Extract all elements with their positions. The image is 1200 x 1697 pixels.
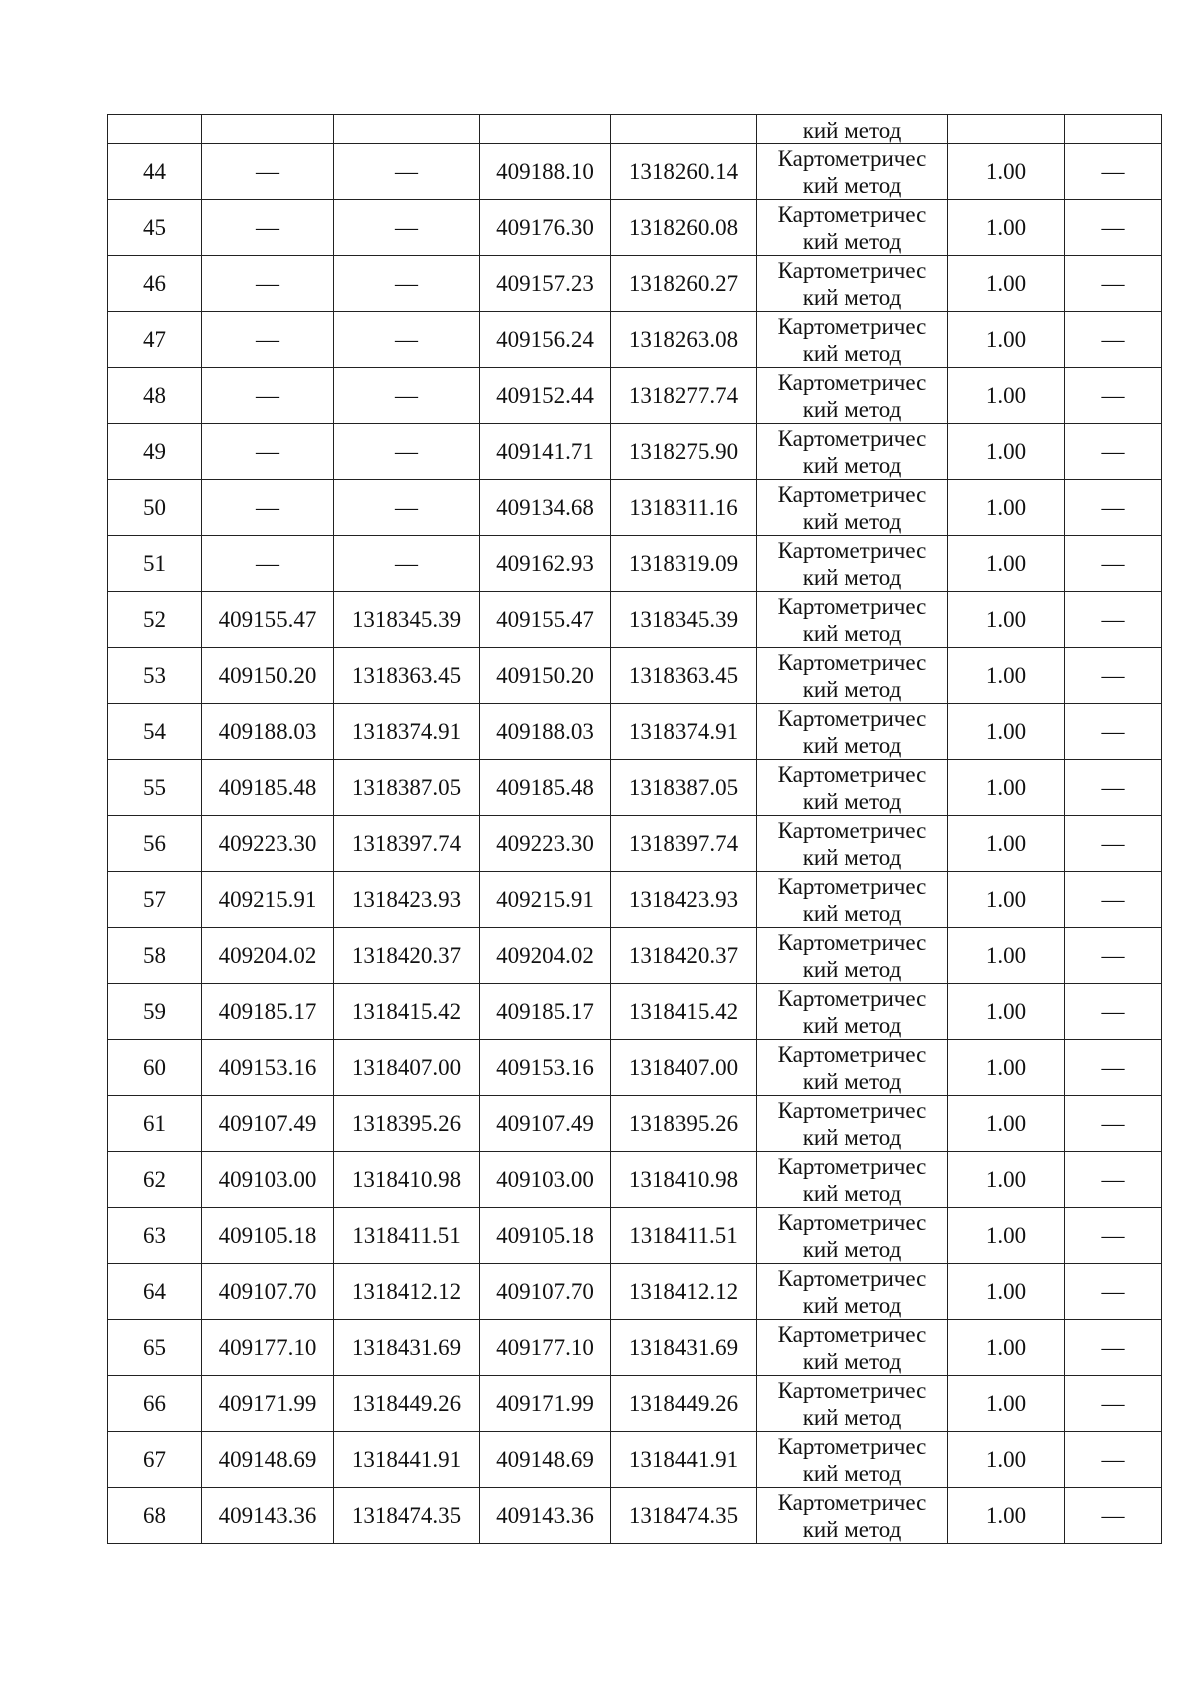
cell-y-old: 1318423.93	[334, 872, 480, 928]
cell-y-old: 1318474.35	[334, 1488, 480, 1544]
method-line-1: Картометричес	[777, 1433, 927, 1459]
method-line-2: кий метод	[802, 676, 902, 702]
method-line-2: кий метод	[802, 452, 902, 478]
cell-x-old: 409107.70	[202, 1264, 334, 1320]
cell-accuracy: 1.00	[948, 816, 1065, 872]
cell-description: —	[1065, 144, 1162, 200]
method-line-2: кий метод	[802, 1460, 902, 1486]
cell-x-new: 409150.20	[480, 648, 611, 704]
cell-x-new: 409148.69	[480, 1432, 611, 1488]
cell-number: 57	[108, 872, 202, 928]
method-line-1: Картометричес	[777, 705, 927, 731]
cell-description: —	[1065, 1152, 1162, 1208]
cell-x-old: 409103.00	[202, 1152, 334, 1208]
table-row	[108, 1320, 1162, 1376]
cell-number: 65	[108, 1320, 202, 1376]
cell-method	[757, 984, 948, 1040]
cell-number: 59	[108, 984, 202, 1040]
cell-description: —	[1065, 1208, 1162, 1264]
cell-description: —	[1065, 1376, 1162, 1432]
cell-y-old: 1318412.12	[334, 1264, 480, 1320]
table-row	[108, 1040, 1162, 1096]
cell-description: —	[1065, 536, 1162, 592]
cell-x-new: 409215.91	[480, 872, 611, 928]
cell-x-old: 409153.16	[202, 1040, 334, 1096]
cell-description: —	[1065, 1264, 1162, 1320]
cell-y-old: 1318387.05	[334, 760, 480, 816]
cell-y-new: 1318345.39	[611, 592, 757, 648]
cell-method	[757, 115, 948, 144]
table-row	[108, 704, 1162, 760]
table-row	[108, 144, 1162, 200]
method-line-1: Картометричес	[777, 1377, 927, 1403]
cell-number: 50	[108, 480, 202, 536]
cell-number: 47	[108, 312, 202, 368]
cell-x-old: —	[202, 144, 334, 200]
cell-number: 67	[108, 1432, 202, 1488]
cell-description	[1065, 115, 1162, 144]
method-line-1: Картометричес	[777, 985, 927, 1011]
cell-x-old: 409177.10	[202, 1320, 334, 1376]
cell-y-old: —	[334, 312, 480, 368]
method-line-1: Картометричес	[777, 817, 927, 843]
cell-x-old: 409185.48	[202, 760, 334, 816]
method-line-1: Картометричес	[777, 1041, 927, 1067]
cell-accuracy: 1.00	[948, 1208, 1065, 1264]
cell-description: —	[1065, 816, 1162, 872]
cell-x-new: 409152.44	[480, 368, 611, 424]
cell-number: 66	[108, 1376, 202, 1432]
cell-method	[757, 816, 948, 872]
cell-y-old: 1318441.91	[334, 1432, 480, 1488]
cell-y-new: 1318277.74	[611, 368, 757, 424]
cell-description: —	[1065, 256, 1162, 312]
method-line-1: Картометричес	[777, 1489, 927, 1515]
cell-accuracy: 1.00	[948, 1488, 1065, 1544]
cell-x-new: 409171.99	[480, 1376, 611, 1432]
cell-x-old: 409105.18	[202, 1208, 334, 1264]
cell-description: —	[1065, 928, 1162, 984]
method-line-2: кий метод	[802, 284, 902, 310]
cell-method	[757, 368, 948, 424]
cell-number: 64	[108, 1264, 202, 1320]
cell-y-old: 1318449.26	[334, 1376, 480, 1432]
cell-method	[757, 312, 948, 368]
cell-x-old: —	[202, 424, 334, 480]
cell-x-old: 409171.99	[202, 1376, 334, 1432]
table-row	[108, 312, 1162, 368]
method-line-2: кий метод	[802, 1348, 902, 1374]
cell-y-old: —	[334, 200, 480, 256]
cell-y-new: 1318449.26	[611, 1376, 757, 1432]
method-line-1: Картометричес	[777, 1153, 927, 1179]
cell-description: —	[1065, 648, 1162, 704]
cell-x-new: 409141.71	[480, 424, 611, 480]
cell-y-new: 1318474.35	[611, 1488, 757, 1544]
cell-y-new: 1318410.98	[611, 1152, 757, 1208]
cell-y-new	[611, 115, 757, 144]
cell-y-new: 1318395.26	[611, 1096, 757, 1152]
cell-y-new: 1318311.16	[611, 480, 757, 536]
cell-y-old: 1318431.69	[334, 1320, 480, 1376]
cell-description: —	[1065, 480, 1162, 536]
cell-y-new: 1318420.37	[611, 928, 757, 984]
cell-accuracy: 1.00	[948, 928, 1065, 984]
cell-method	[757, 1264, 948, 1320]
cell-y-old	[334, 115, 480, 144]
cell-x-old: —	[202, 536, 334, 592]
cell-x-new	[480, 115, 611, 144]
cell-y-new: 1318412.12	[611, 1264, 757, 1320]
cell-y-new: 1318319.09	[611, 536, 757, 592]
method-line-2: кий метод	[802, 1404, 902, 1430]
cell-y-new: 1318397.74	[611, 816, 757, 872]
cell-x-new: 409153.16	[480, 1040, 611, 1096]
table-row	[108, 872, 1162, 928]
cell-x-old: 409188.03	[202, 704, 334, 760]
method-line-1: Картометричес	[777, 369, 927, 395]
cell-accuracy: 1.00	[948, 1264, 1065, 1320]
cell-x-new: 409185.48	[480, 760, 611, 816]
method-continuation-text: кий метод	[802, 118, 902, 143]
cell-method	[757, 536, 948, 592]
method-line-1: Картометричес	[777, 481, 927, 507]
cell-method	[757, 1376, 948, 1432]
cell-method	[757, 648, 948, 704]
cell-accuracy: 1.00	[948, 536, 1065, 592]
cell-y-old: —	[334, 536, 480, 592]
cell-y-old: —	[334, 256, 480, 312]
cell-x-new: 409188.03	[480, 704, 611, 760]
cell-x-new: 409156.24	[480, 312, 611, 368]
table-row	[108, 424, 1162, 480]
cell-method	[757, 1208, 948, 1264]
cell-x-old: 409223.30	[202, 816, 334, 872]
cell-method	[757, 704, 948, 760]
cell-description: —	[1065, 424, 1162, 480]
method-line-1: Картометричес	[777, 1321, 927, 1347]
cell-number: 63	[108, 1208, 202, 1264]
cell-y-new: 1318411.51	[611, 1208, 757, 1264]
method-line-2: кий метод	[802, 228, 902, 254]
cell-number	[108, 115, 202, 144]
cell-x-new: 409176.30	[480, 200, 611, 256]
cell-description: —	[1065, 1488, 1162, 1544]
cell-y-new: 1318374.91	[611, 704, 757, 760]
cell-x-new: 409185.17	[480, 984, 611, 1040]
method-line-2: кий метод	[802, 1124, 902, 1150]
cell-method	[757, 144, 948, 200]
method-line-1: Картометричес	[777, 313, 927, 339]
table-body	[108, 115, 1162, 1544]
method-line-2: кий метод	[802, 1180, 902, 1206]
cell-description: —	[1065, 984, 1162, 1040]
cell-y-new: 1318441.91	[611, 1432, 757, 1488]
cell-x-new: 409162.93	[480, 536, 611, 592]
method-line-1: Картометричес	[777, 649, 927, 675]
cell-accuracy: 1.00	[948, 1376, 1065, 1432]
table-row	[108, 984, 1162, 1040]
cell-description: —	[1065, 1432, 1162, 1488]
cell-y-old: 1318410.98	[334, 1152, 480, 1208]
cell-method	[757, 592, 948, 648]
cell-x-old: 409150.20	[202, 648, 334, 704]
method-line-1: Картометричес	[777, 593, 927, 619]
cell-y-old: 1318420.37	[334, 928, 480, 984]
cell-accuracy: 1.00	[948, 368, 1065, 424]
table-row	[108, 592, 1162, 648]
cell-accuracy: 1.00	[948, 1320, 1065, 1376]
cell-y-old: —	[334, 424, 480, 480]
cell-x-old: 409143.36	[202, 1488, 334, 1544]
cell-x-old: —	[202, 312, 334, 368]
method-line-1: Картометричес	[777, 537, 927, 563]
cell-description: —	[1065, 368, 1162, 424]
cell-x-new: 409204.02	[480, 928, 611, 984]
table-row	[108, 760, 1162, 816]
cell-x-old: —	[202, 200, 334, 256]
cell-y-new: 1318263.08	[611, 312, 757, 368]
cell-x-old: 409204.02	[202, 928, 334, 984]
cell-x-old: 409185.17	[202, 984, 334, 1040]
cell-y-new: 1318407.00	[611, 1040, 757, 1096]
method-line-2: кий метод	[802, 508, 902, 534]
cell-y-old: 1318363.45	[334, 648, 480, 704]
cell-accuracy: 1.00	[948, 144, 1065, 200]
cell-method	[757, 928, 948, 984]
cell-description: —	[1065, 592, 1162, 648]
cell-number: 68	[108, 1488, 202, 1544]
method-line-1: Картометричес	[777, 1209, 927, 1235]
cell-description: —	[1065, 312, 1162, 368]
table-row	[108, 200, 1162, 256]
cell-number: 62	[108, 1152, 202, 1208]
table-row	[108, 1096, 1162, 1152]
method-line-2: кий метод	[802, 788, 902, 814]
cell-x-old: —	[202, 368, 334, 424]
cell-x-new: 409155.47	[480, 592, 611, 648]
method-line-2: кий метод	[802, 900, 902, 926]
method-line-2: кий метод	[802, 732, 902, 758]
table-row	[108, 928, 1162, 984]
method-line-2: кий метод	[802, 396, 902, 422]
cell-x-old: —	[202, 256, 334, 312]
cell-x-old: 409215.91	[202, 872, 334, 928]
cell-x-new: 409188.10	[480, 144, 611, 200]
method-line-2: кий метод	[802, 1012, 902, 1038]
cell-x-old: 409155.47	[202, 592, 334, 648]
cell-number: 51	[108, 536, 202, 592]
method-line-2: кий метод	[802, 1516, 902, 1542]
cell-method	[757, 1152, 948, 1208]
cell-method	[757, 1432, 948, 1488]
cell-number: 54	[108, 704, 202, 760]
cell-method	[757, 1488, 948, 1544]
method-line-2: кий метод	[802, 1236, 902, 1262]
method-line-2: кий метод	[802, 1068, 902, 1094]
method-line-2: кий метод	[802, 956, 902, 982]
cell-description: —	[1065, 704, 1162, 760]
cell-accuracy: 1.00	[948, 480, 1065, 536]
method-line-2: кий метод	[802, 620, 902, 646]
cell-y-old: 1318374.91	[334, 704, 480, 760]
cell-y-new: 1318275.90	[611, 424, 757, 480]
cell-y-old: 1318415.42	[334, 984, 480, 1040]
cell-accuracy: 1.00	[948, 256, 1065, 312]
table-row	[108, 1208, 1162, 1264]
cell-accuracy: 1.00	[948, 1040, 1065, 1096]
cell-x-old	[202, 115, 334, 144]
cell-x-new: 409143.36	[480, 1488, 611, 1544]
cell-number: 46	[108, 256, 202, 312]
cell-y-old: 1318345.39	[334, 592, 480, 648]
cell-accuracy: 1.00	[948, 1432, 1065, 1488]
cell-description: —	[1065, 1320, 1162, 1376]
cell-accuracy: 1.00	[948, 704, 1065, 760]
table-row	[108, 368, 1162, 424]
cell-description: —	[1065, 872, 1162, 928]
cell-accuracy: 1.00	[948, 200, 1065, 256]
cell-accuracy: 1.00	[948, 592, 1065, 648]
cell-accuracy: 1.00	[948, 1096, 1065, 1152]
cell-description: —	[1065, 1040, 1162, 1096]
method-line-2: кий метод	[802, 172, 902, 198]
method-line-1: Картометричес	[777, 425, 927, 451]
cell-number: 53	[108, 648, 202, 704]
cell-method	[757, 1040, 948, 1096]
cell-method	[757, 200, 948, 256]
cell-y-new: 1318363.45	[611, 648, 757, 704]
cell-accuracy: 1.00	[948, 648, 1065, 704]
cell-y-new: 1318387.05	[611, 760, 757, 816]
cell-y-old: —	[334, 368, 480, 424]
cell-x-old: —	[202, 480, 334, 536]
cell-accuracy: 1.00	[948, 1152, 1065, 1208]
table-row	[108, 1432, 1162, 1488]
cell-number: 48	[108, 368, 202, 424]
cell-method	[757, 1096, 948, 1152]
cell-method	[757, 1320, 948, 1376]
cell-y-old: 1318411.51	[334, 1208, 480, 1264]
cell-x-new: 409134.68	[480, 480, 611, 536]
cell-number: 45	[108, 200, 202, 256]
cell-number: 61	[108, 1096, 202, 1152]
cell-number: 58	[108, 928, 202, 984]
cell-description: —	[1065, 1096, 1162, 1152]
method-line-2: кий метод	[802, 340, 902, 366]
cell-description: —	[1065, 200, 1162, 256]
cell-y-new: 1318260.14	[611, 144, 757, 200]
table-row	[108, 1152, 1162, 1208]
cell-y-old: —	[334, 144, 480, 200]
cell-number: 60	[108, 1040, 202, 1096]
cell-x-new: 409223.30	[480, 816, 611, 872]
cell-y-old: —	[334, 480, 480, 536]
cell-y-new: 1318260.27	[611, 256, 757, 312]
cell-method	[757, 424, 948, 480]
table-row	[108, 648, 1162, 704]
table-row	[108, 536, 1162, 592]
cell-x-old: 409107.49	[202, 1096, 334, 1152]
method-line-1: Картометричес	[777, 1097, 927, 1123]
cell-y-new: 1318431.69	[611, 1320, 757, 1376]
table-row	[108, 1488, 1162, 1544]
cell-number: 49	[108, 424, 202, 480]
cell-x-new: 409177.10	[480, 1320, 611, 1376]
cell-accuracy: 1.00	[948, 984, 1065, 1040]
method-line-2: кий метод	[802, 844, 902, 870]
cell-method	[757, 480, 948, 536]
cell-accuracy: 1.00	[948, 424, 1065, 480]
method-line-1: Картометричес	[777, 873, 927, 899]
cell-x-new: 409103.00	[480, 1152, 611, 1208]
method-line-2: кий метод	[802, 1292, 902, 1318]
cell-accuracy: 1.00	[948, 312, 1065, 368]
method-line-1: Картометричес	[777, 929, 927, 955]
cell-accuracy	[948, 115, 1065, 144]
cell-y-new: 1318423.93	[611, 872, 757, 928]
cell-y-new: 1318260.08	[611, 200, 757, 256]
method-line-1: Картометричес	[777, 145, 927, 171]
table-row	[108, 1376, 1162, 1432]
cell-x-old: 409148.69	[202, 1432, 334, 1488]
cell-method	[757, 256, 948, 312]
coordinates-table	[107, 114, 1162, 1544]
cell-description: —	[1065, 760, 1162, 816]
cell-y-old: 1318395.26	[334, 1096, 480, 1152]
cell-y-old: 1318397.74	[334, 816, 480, 872]
cell-x-new: 409157.23	[480, 256, 611, 312]
table-row	[108, 816, 1162, 872]
cell-accuracy: 1.00	[948, 872, 1065, 928]
cell-number: 52	[108, 592, 202, 648]
cell-x-new: 409107.49	[480, 1096, 611, 1152]
method-line-2: кий метод	[802, 564, 902, 590]
cell-number: 44	[108, 144, 202, 200]
method-line-1: Картометричес	[777, 201, 927, 227]
cell-method	[757, 760, 948, 816]
table-row	[108, 1264, 1162, 1320]
cell-accuracy: 1.00	[948, 760, 1065, 816]
cell-y-old: 1318407.00	[334, 1040, 480, 1096]
cell-number: 55	[108, 760, 202, 816]
method-line-1: Картометричес	[777, 257, 927, 283]
table-row	[108, 480, 1162, 536]
cell-number: 56	[108, 816, 202, 872]
method-line-1: Картометричес	[777, 761, 927, 787]
cell-method	[757, 872, 948, 928]
method-line-1: Картометричес	[777, 1265, 927, 1291]
cell-x-new: 409105.18	[480, 1208, 611, 1264]
continuation-row	[108, 115, 1162, 144]
cell-x-new: 409107.70	[480, 1264, 611, 1320]
table-row	[108, 256, 1162, 312]
cell-y-new: 1318415.42	[611, 984, 757, 1040]
